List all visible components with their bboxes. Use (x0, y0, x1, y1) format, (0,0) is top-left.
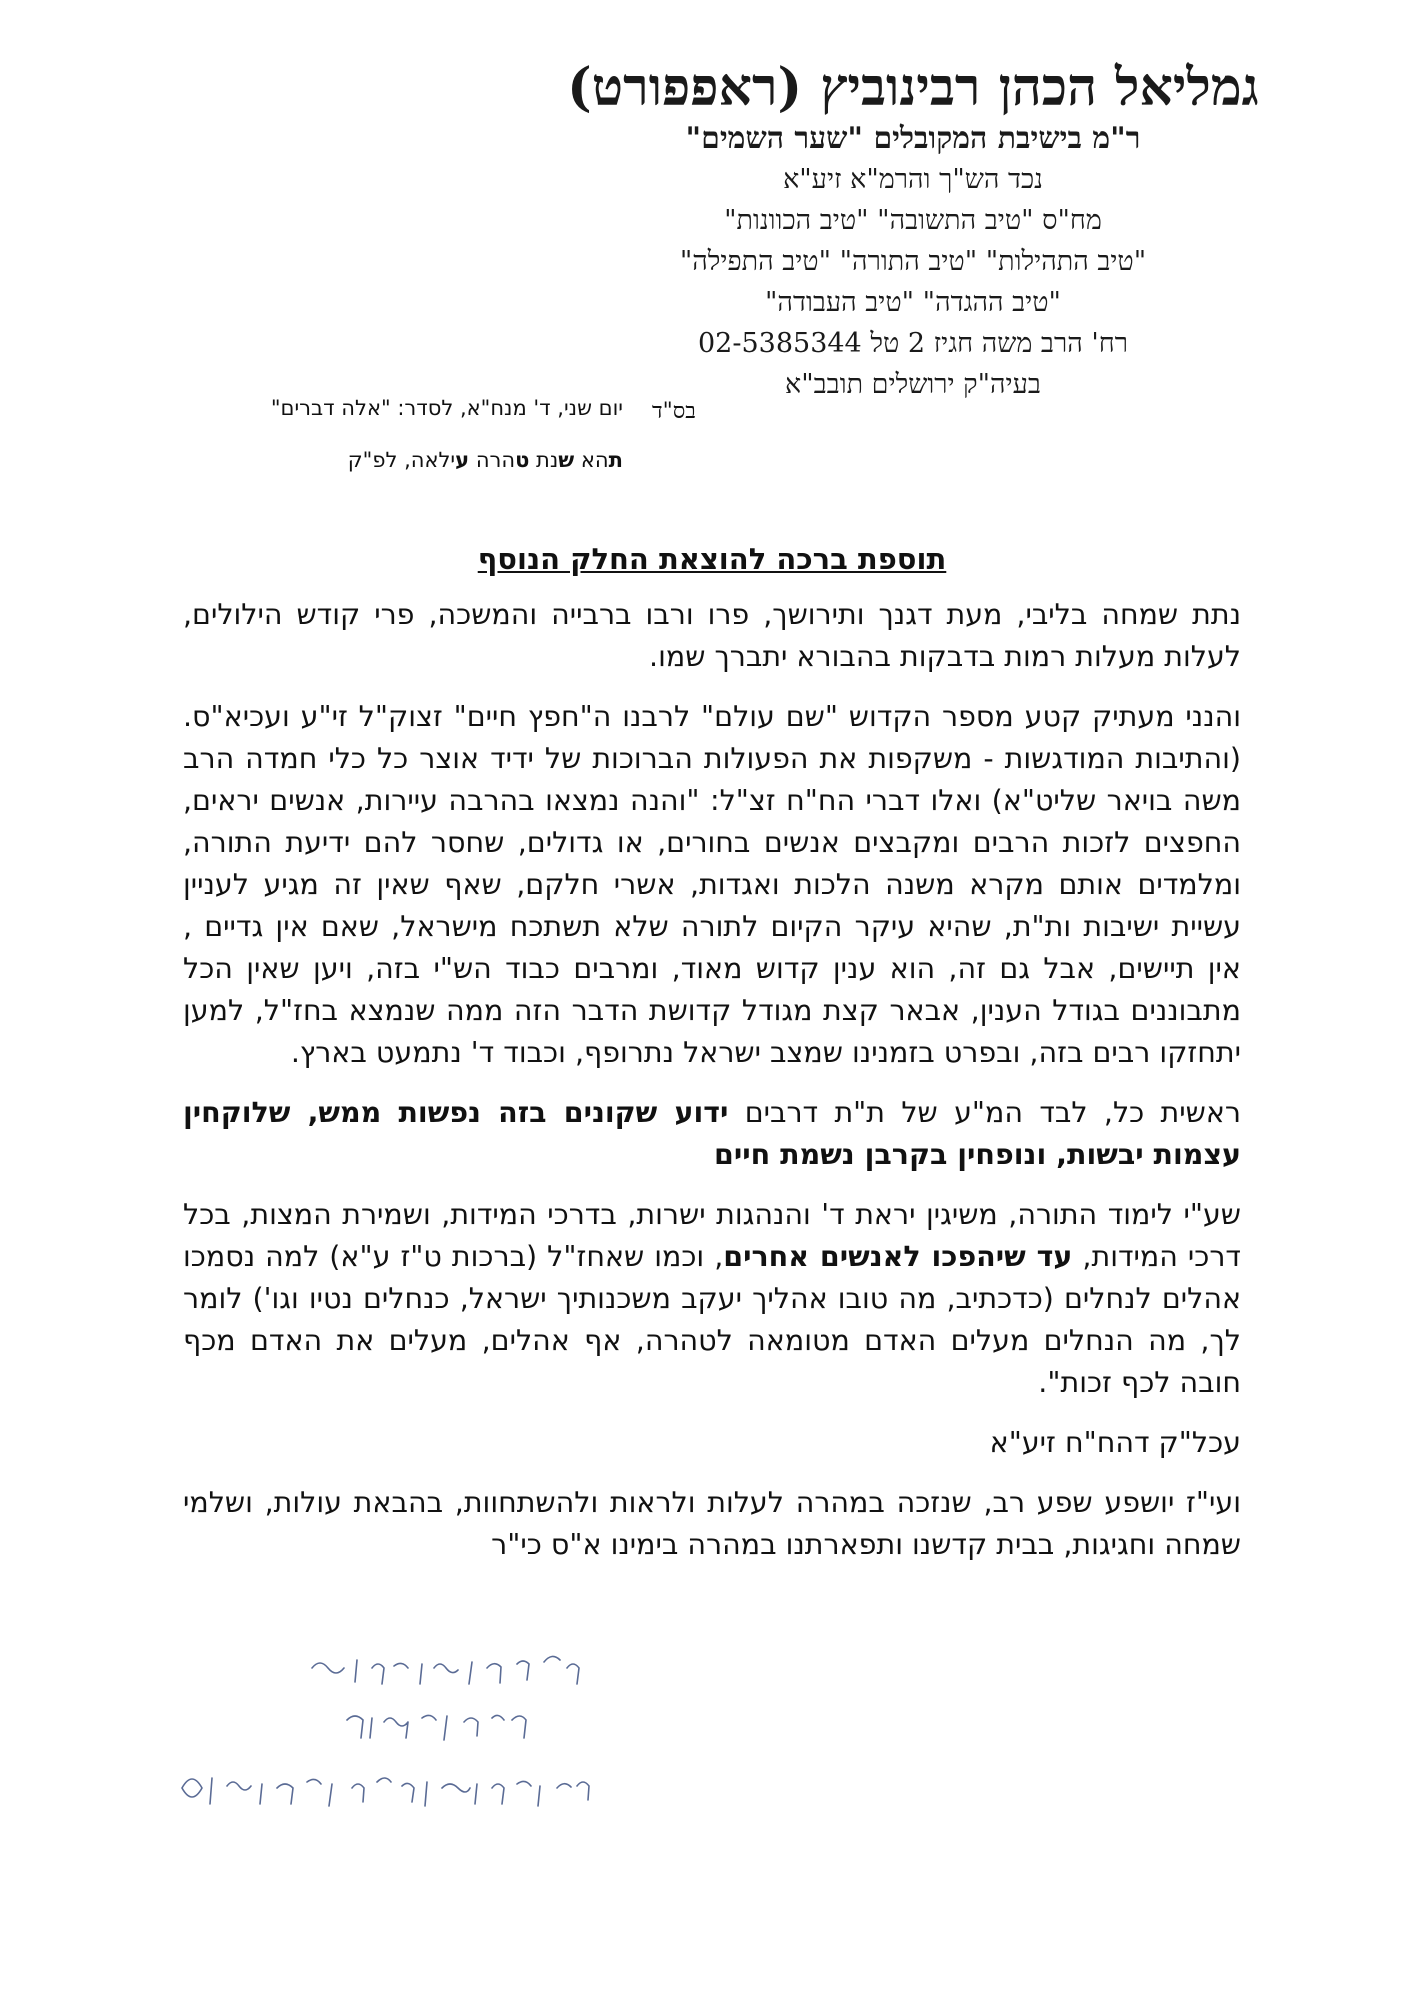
year-word-3: הרה (469, 448, 516, 472)
paragraph-3-bold: ידוע שקונים בזה נפשות ממש, שלוקחין עצמות יבשות, ונופחין בקרבן נשמת חיים (183, 1096, 1241, 1171)
letterhead-line-yeshiva: ר"מ בישיבת המקובלים "שער השמים" (685, 120, 1141, 156)
paragraph-4-bold: עד שיהפכו לאנשים אחרים (723, 1240, 1073, 1273)
year-letter-2: ש (558, 448, 575, 472)
paragraph-4-start: שע"י לימוד התורה, משיגין יראת ד' והנהגות ישרות, בדרכי המידות, ושמירת המצות, בכל דרכי המידות, (183, 1198, 1241, 1273)
letterhead (553, 58, 1273, 405)
paragraph-4-end: , וכמו שאחז"ל (ברכות ט"ז ע"א) למה נסמכו אהלים לנחלים (כדכתיב, מה טובו אהליך יעקב משכנותיך ישראל, כנחלים נטיו וגו') לומר לך, מה הנחלים מעלים האדם מטומאה לטהרה, אף אהלים, מעלים את האדם מכף חובה לכף זכות". (183, 1240, 1241, 1399)
letter-body (183, 538, 1241, 1584)
letterhead-line-books-1: מח"ס "טיב התשובה" "טיב הכוונות" (724, 204, 1102, 236)
year-word-4: ילאה, לפ"ק (347, 448, 456, 472)
year-word-1: הא (574, 448, 609, 472)
year-letter-3: ט (515, 448, 530, 472)
letterhead-line-lineage: נכד הש"ך והרמ"א זיע"א (783, 163, 1043, 195)
letterhead-line-address: רח' הרב משה חגיז 2 טל 02-5385344 (698, 327, 1128, 359)
paragraph-6: ועי"ז יושפע שפע רב, שנזכה במהרה לעלות ולראות ולהשתחוות, בהבאת עולות, ושלמי שמחה וחגיגות, בבית קדשנו ותפארתנו במהרה בימינו א"ס כי"ר (183, 1486, 1241, 1561)
year-letter-1: ת (608, 448, 623, 472)
letterhead-line-books-2: "טיב התהילות" "טיב התורה" "טיב התפילה" (679, 245, 1147, 277)
letterhead-line-books-3: "טיב ההגדה" "טיב העבודה" (765, 286, 1061, 318)
paragraph-4 (183, 1194, 1241, 1404)
paragraph-3 (183, 1092, 1241, 1176)
paragraph-2: והנני מעתיק קטע מספר הקדוש "שם עולם" לרבנו ה"חפץ חיים" זצוק"ל זי"ע ועכיא"ס. (והתיבות המודגשות - משקפות את הפעולות הברוכות של ידיד אוצר כל כלי חמדה הרב משה בויאר שליט"א) ואלו דברי הח"ח זצ"ל: "והנה נמצאו בהרבה עיירות, אנשים יראים, החפצים לזכות הרבים ומקבצים אנשים בחורים, או גדולים, שחסר להם ידיעת התורה, ומלמדים אותם מקרא משנה הלכות ואגדות, אשרי חלקם, שאף שאין זה מגיע לעניין עשיית ישיבות ות"ת, שהיא עיקר הקיום לתורה שלא תשתכח מישראל, שאם אין גדיים , אין תיישים, אבל גם זה, הוא ענין קדוש מאוד, ומרבים כבוד הש"י בזה, ויען שאין הכל מתבוננים בגודל הענין, אבאר קצת מגודל קדושת הדבר הזה ממה שנמצא בחז"ל, למען יתחזקו רבים בזה, ובפרט בזמנינו שמצב ישראל נתרופף, וכבוד ד' נתמעט בארץ. (183, 700, 1241, 1069)
date-block (183, 382, 623, 486)
date-line-year (183, 434, 623, 486)
paragraph-3-plain: ראשית כל, לבד המ"ע של ת"ת דרבים (728, 1096, 1241, 1129)
year-letter-4: ע (455, 448, 470, 472)
letter-title: תוספת ברכה להוצאת החלק הנוסף (477, 542, 947, 576)
letterhead-line-city: בעיה"ק ירושלים תובב"א (785, 368, 1041, 400)
bsd-mark: בס"ד (652, 399, 696, 424)
handwritten-signature (172, 1638, 652, 1838)
letterhead-name: גמליאל הכהן רבינוביץ (ראפפורט) (567, 57, 1259, 118)
paragraph-1: נתת שמחה בליבי, מעת דגנך ותירושך, פרו ורבו ברבייה והמשכה, פרי קודש הילולים, לעלות מעלות רמות בדבקות בהבורא יתברך שמו. (183, 598, 1241, 673)
paragraph-5: עכל"ק דהח"ח זיע"א (989, 1426, 1241, 1459)
year-word-2: נת (529, 448, 559, 472)
date-line-weekday: יום שני, ד' מנח"א, לסדר: "אלה דברים" (270, 396, 623, 420)
